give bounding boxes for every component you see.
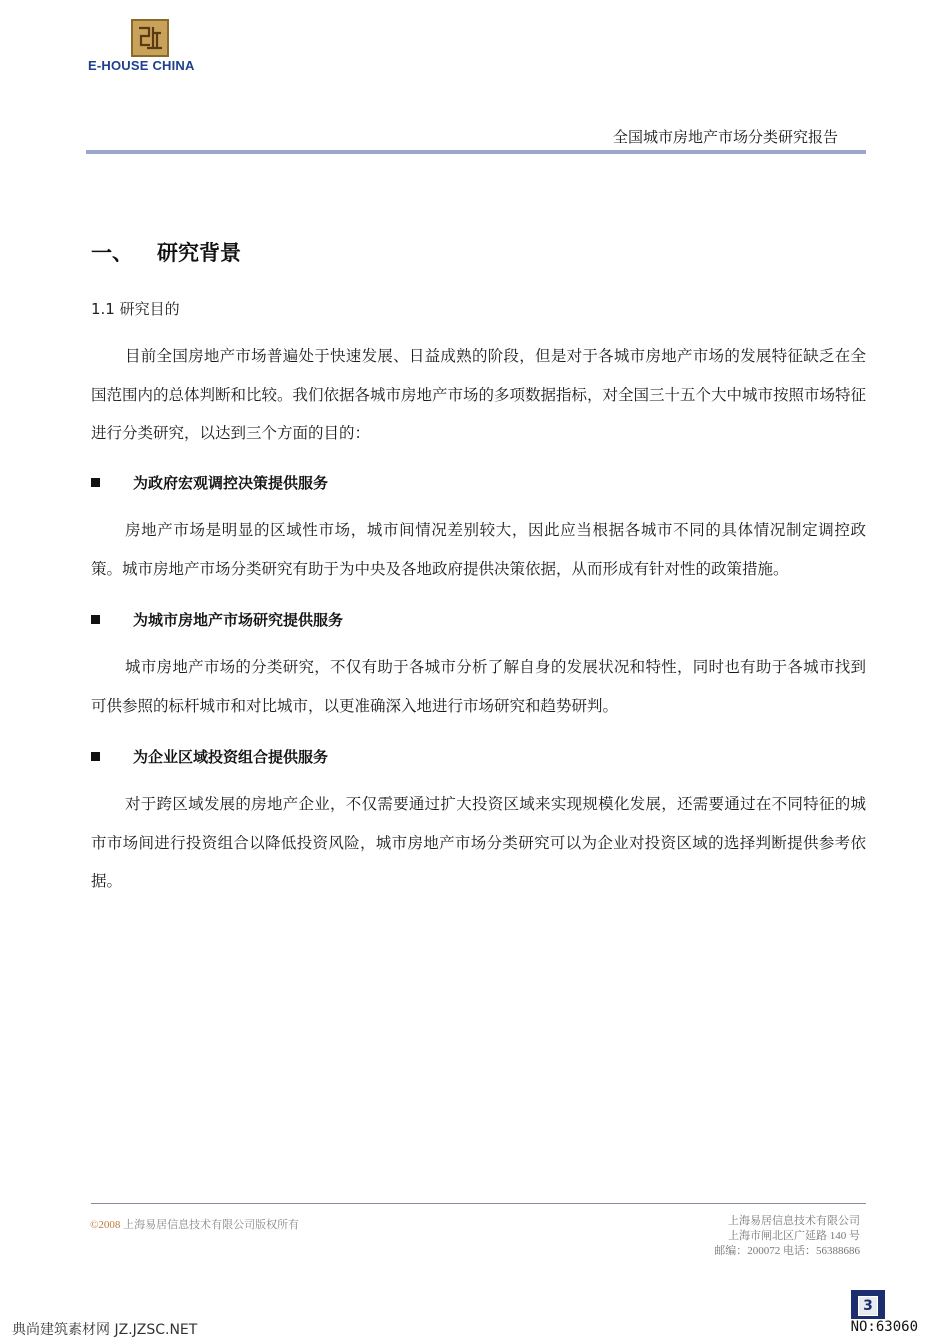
point-heading-text: 为政府宏观调控决策提供服务 (133, 474, 329, 492)
footer-address: 上海市闸北区广延路 140 号 (728, 1230, 860, 1242)
page-number: 3 (858, 1296, 878, 1316)
bullet-square-icon (91, 615, 100, 624)
point-paragraph-2: 城市房地产市场的分类研究，不仅有助于各城市分析了解自身的发展状况和特性，同时也有助于各城市找到可供参照的标杆城市和对比城市，以更准确深入地进行市场研究和趋势研判。 (91, 658, 866, 715)
section-heading (91, 237, 241, 267)
footer-postcode-phone: 邮编：200072 电话：56388686 (714, 1245, 860, 1257)
point-heading-2 (91, 609, 343, 630)
e-house-logo-icon (131, 19, 169, 57)
copyright-text: 上海易居信息技术有限公司版权所有 (123, 1219, 300, 1231)
footer-contact (714, 1214, 860, 1259)
point-heading-1 (91, 472, 328, 493)
footer-company: 上海易居信息技术有限公司 (728, 1215, 860, 1227)
watermark-left: 典尚建筑素材网 JZ.JZSC.NET (12, 1322, 198, 1338)
point-heading-text: 为企业区域投资组合提供服务 (133, 748, 329, 766)
report-title: 全国城市房地产市场分类研究报告 (612, 128, 838, 146)
footer-divider (91, 1203, 866, 1204)
watermark-right: NO:63060 (850, 1319, 918, 1335)
point-heading-text: 为城市房地产市场研究提供服务 (133, 611, 344, 629)
footer-copyright (90, 1216, 299, 1232)
subsection-heading: 1.1 研究目的 (91, 300, 180, 318)
header-divider (86, 150, 866, 154)
copyright-year: ©2008 (90, 1219, 121, 1231)
bullet-square-icon (91, 478, 100, 487)
point-paragraph-1: 房地产市场是明显的区域性市场，城市间情况差别较大，因此应当根据各城市不同的具体情况制定调控政策。城市房地产市场分类研究有助于为中央及各地政府提供决策依据，从而形成有针对性的政策措施。 (91, 521, 866, 578)
page-number-badge (851, 1290, 885, 1322)
section-title: 研究背景 (157, 241, 241, 265)
point-paragraph-3: 对于跨区域发展的房地产企业，不仅需要通过扩大投资区域来实现规模化发展，还需要通过在不同特征的城市市场间进行投资组合以降低投资风险，城市房地产市场分类研究可以为企业对投资区域的选择判断提供参考依据。 (91, 795, 866, 890)
point-heading-3 (91, 746, 328, 767)
intro-paragraph: 目前全国房地产市场普遍处于快速发展、日益成熟的阶段，但是对于各城市房地产市场的发展特征缺乏在全国范围内的总体判断和比较。我们依据各城市房地产市场的多项数据指标，对全国三十五个大中城市按照市场特征进行分类研究，以达到三个方面的目的： (91, 347, 867, 442)
section-number: 一、 (91, 241, 133, 265)
logo-wordmark: E-HOUSE CHINA (88, 58, 195, 73)
bullet-square-icon (91, 752, 100, 761)
